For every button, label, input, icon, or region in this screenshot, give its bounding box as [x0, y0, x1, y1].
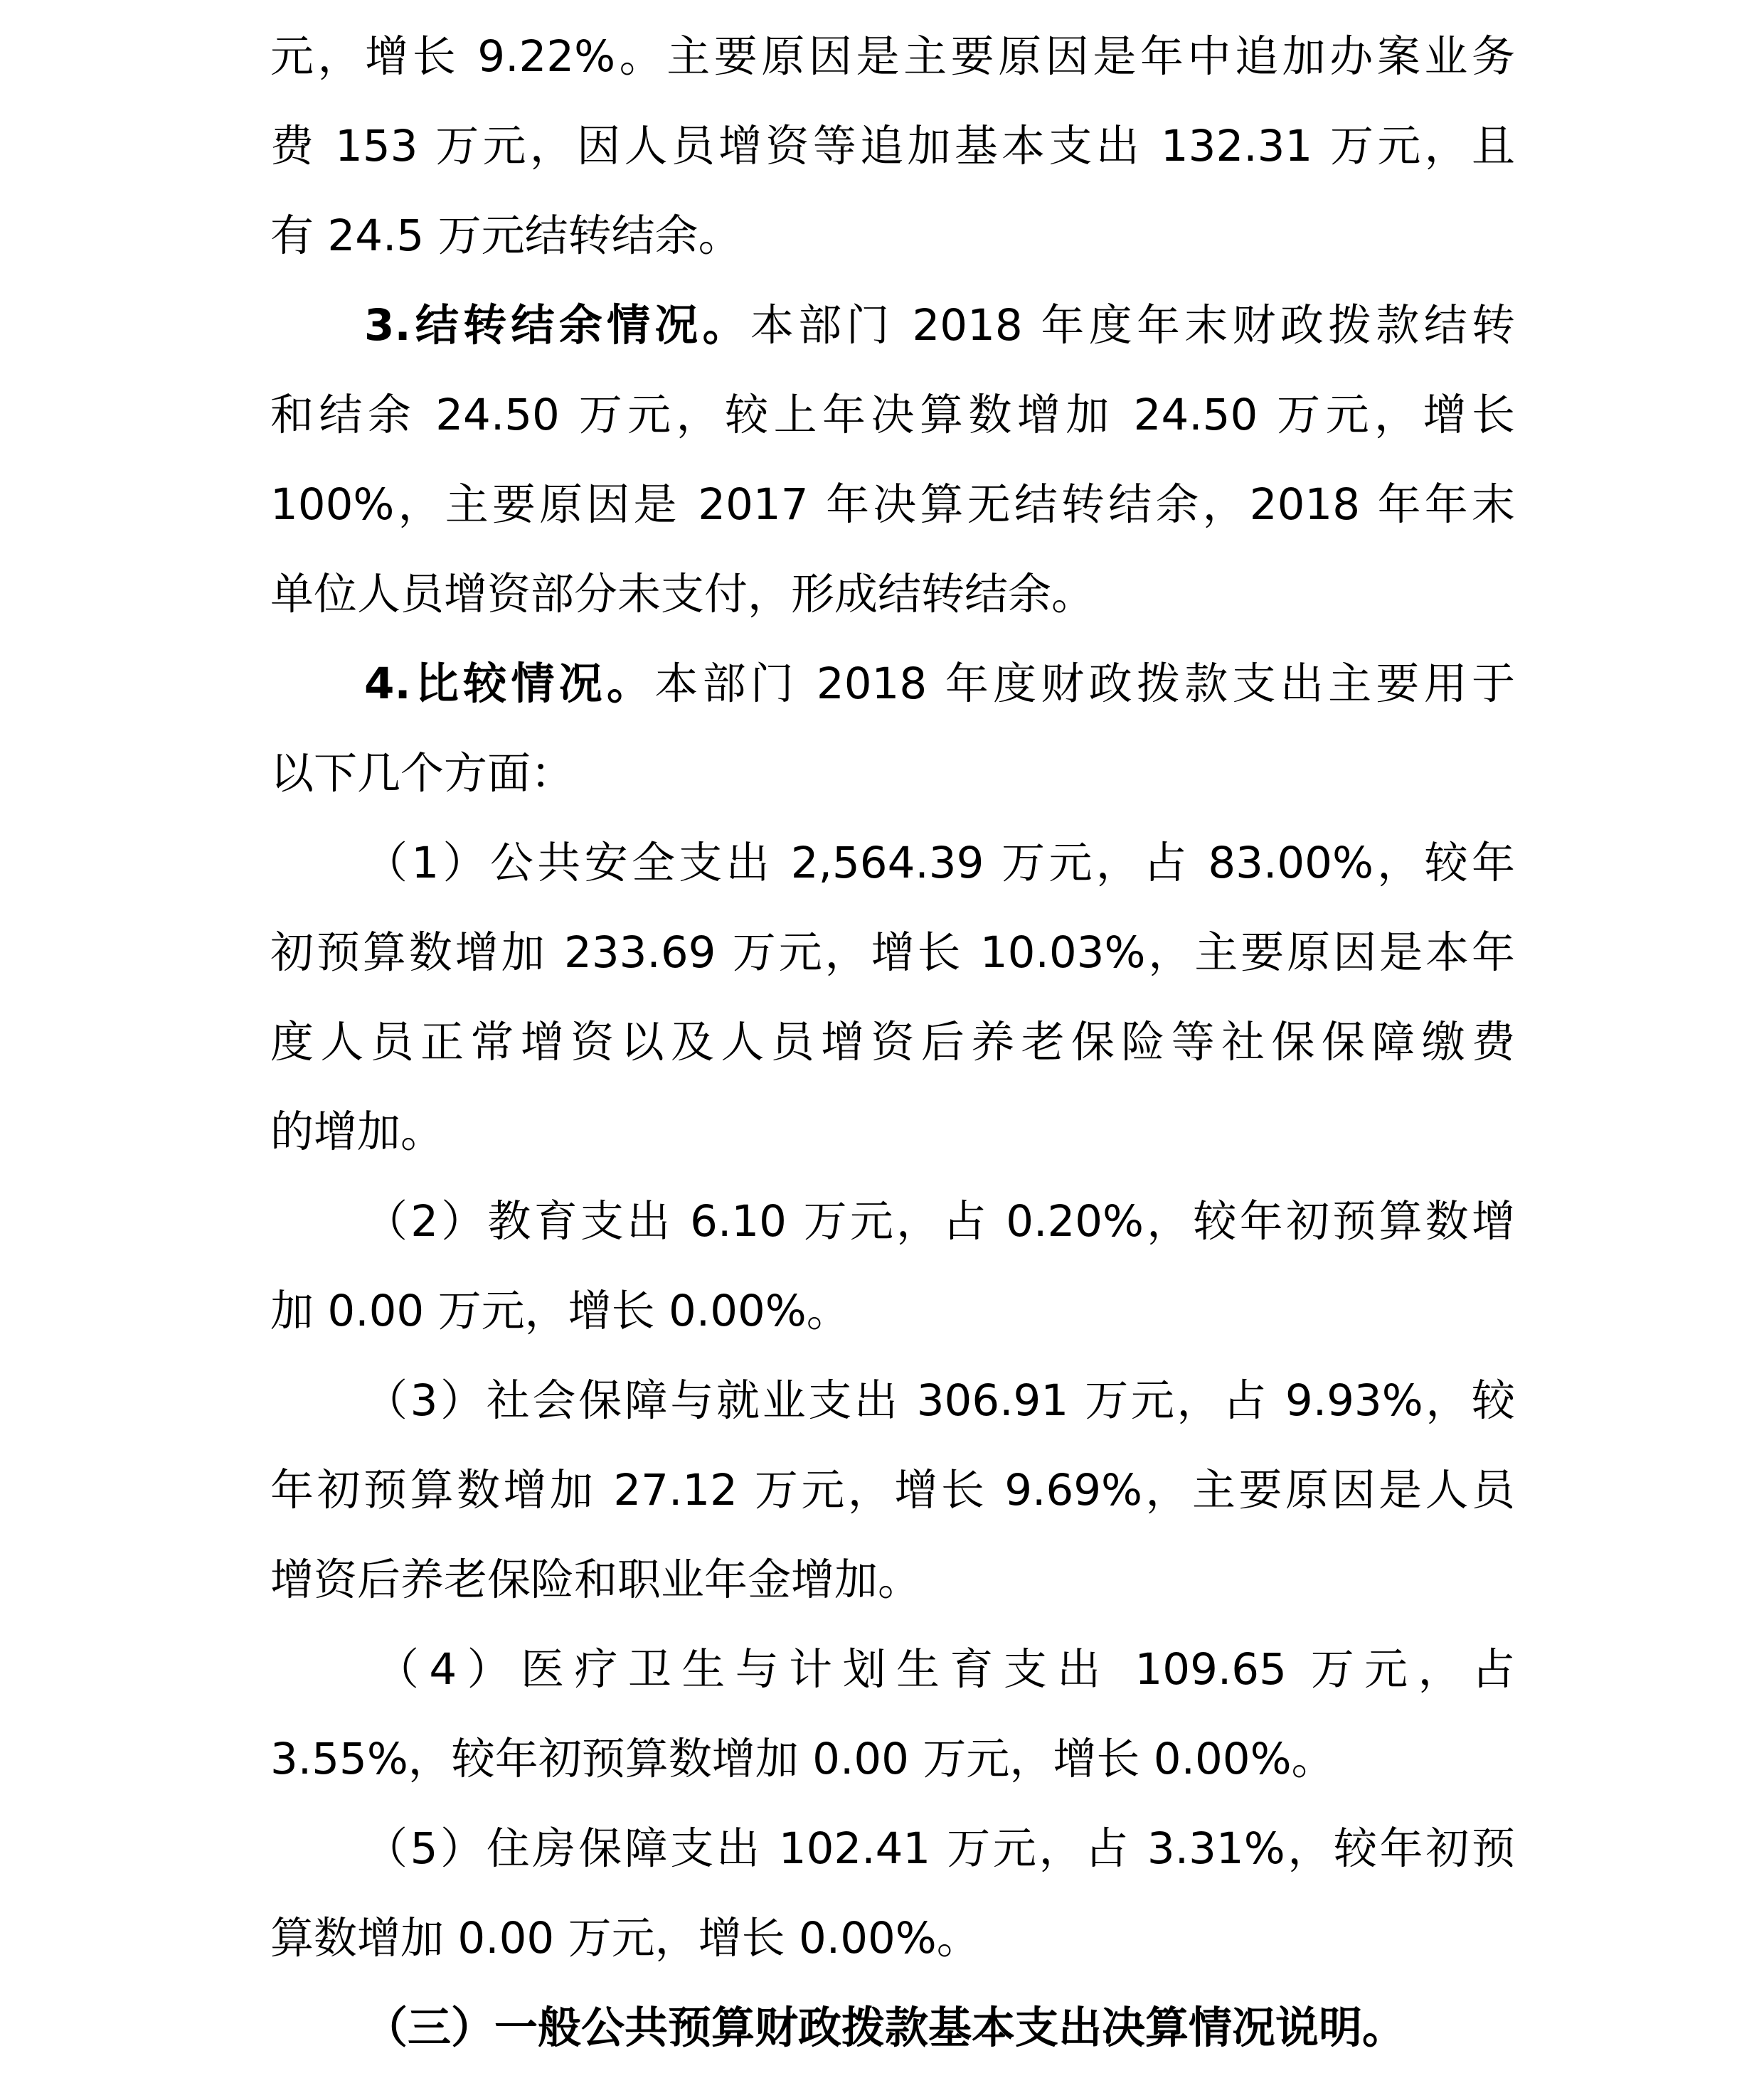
paragraph-line: 年初预算数增加 27.12 万元，增长 9.69%，主要原因是人员 — [270, 1465, 1515, 1515]
paragraph-line: 初预算数增加 233.69 万元，增长 10.03%，主要原因是本年 — [270, 927, 1515, 978]
paragraph-text: 本部门 2018 年度年末财政拨款结转 — [750, 300, 1515, 351]
paragraph-line: 的增加。 — [270, 1107, 445, 1157]
heading-carryover: 3.结转结余情况。 — [364, 300, 750, 351]
paragraph-line: 算数增加 0.00 万元，增长 0.00%。 — [270, 1913, 980, 1963]
paragraph-line: 100%，主要原因是 2017 年决算无结转结余，2018 年年末 — [270, 479, 1515, 530]
paragraph-line: 和结余 24.50 万元，较上年决算数增加 24.50 万元，增长 — [270, 390, 1515, 440]
paragraph-line: 单位人员增资部分未支付，形成结转结余。 — [270, 569, 1095, 619]
paragraph-text: 本部门 2018 年度财政拨款支出主要用于 — [654, 659, 1515, 709]
paragraph-line: 以下几个方面： — [270, 748, 575, 799]
item-4-line: （4）医疗卫生与计划生育支出 109.65 万元，占 — [376, 1644, 1515, 1695]
paragraph-line: 增资后养老保险和职业年金增加。 — [270, 1555, 922, 1605]
item-3-line: （3）社会保障与就业支出 306.91 万元，占 9.93%，较 — [364, 1375, 1515, 1426]
paragraph-line: 元，增长 9.22%。主要原因是主要原因是年中追加办案业务 — [270, 31, 1515, 82]
heading-comparison: 4.比较情况。 — [364, 659, 655, 709]
section-4-first-line — [270, 639, 1515, 729]
section-heading: （三）一般公共预算财政拨款基本支出决算情况说明。 — [364, 2003, 1406, 2053]
item-1-line: （1）公共安全支出 2,564.39 万元，占 83.00%，较年 — [364, 838, 1515, 888]
paragraph-line: 有 24.5 万元结转结余。 — [270, 211, 742, 261]
paragraph-line: 加 0.00 万元，增长 0.00%。 — [270, 1286, 850, 1336]
paragraph-line: 度人员正常增资以及人员增资后养老保险等社保保障缴费 — [270, 1017, 1515, 1067]
paragraph-line: 3.55%，较年初预算数增加 0.00 万元，增长 0.00%。 — [270, 1734, 1335, 1784]
item-5-line: （5）住房保障支出 102.41 万元，占 3.31%，较年初预 — [364, 1823, 1515, 1874]
section-3-first-line — [270, 281, 1515, 371]
item-2-line: （2）教育支出 6.10 万元，占 0.20%，较年初预算数增 — [364, 1196, 1515, 1247]
paragraph-line: 费 153 万元，因人员增资等追加基本支出 132.31 万元，且 — [270, 121, 1515, 171]
